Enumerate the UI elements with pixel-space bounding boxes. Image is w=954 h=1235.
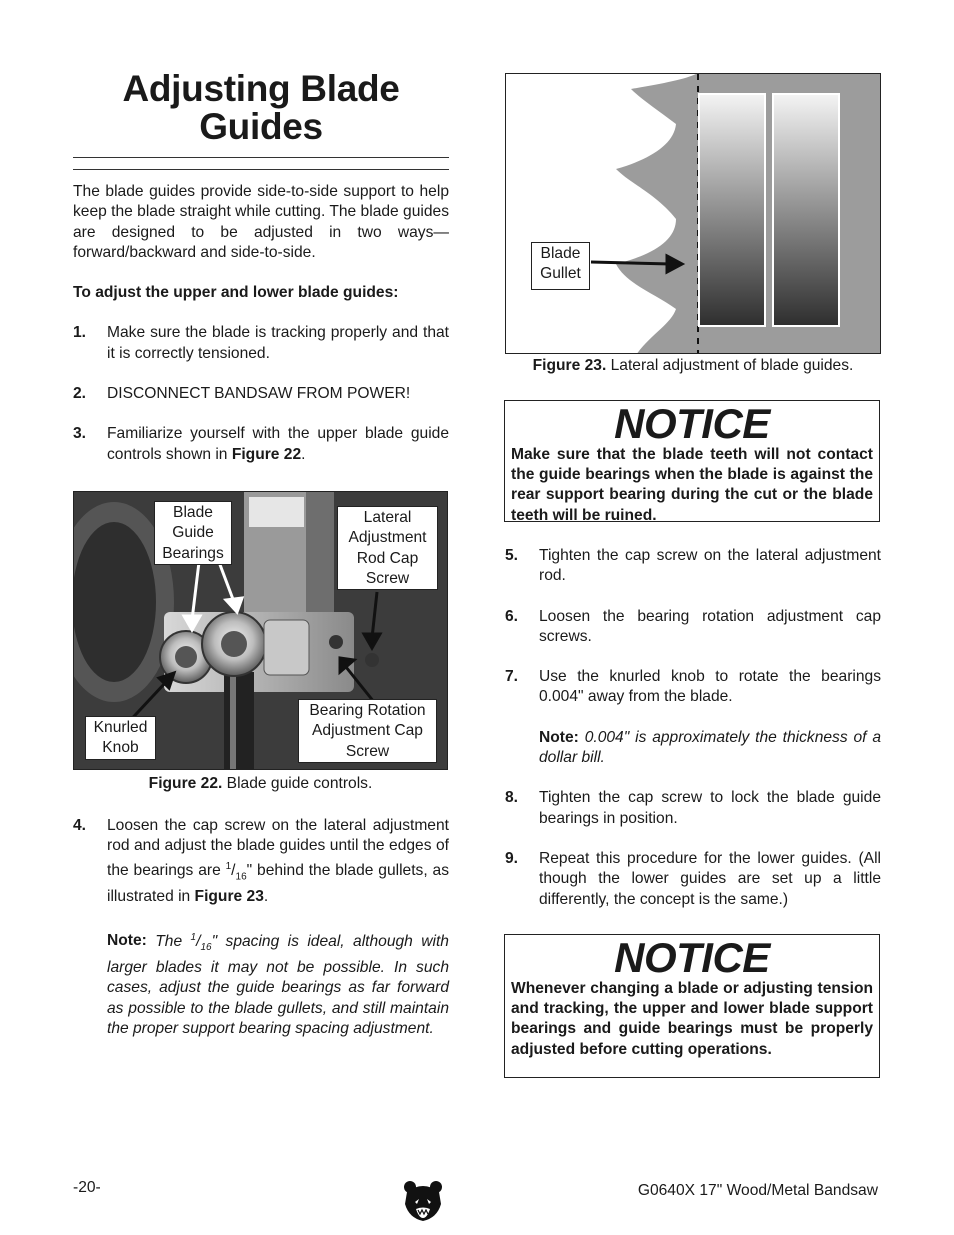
notice-2-body: Whenever changing a blade or adjusting tension and tracking, the upper and lower blade support bearings and guide bearings must be properly adjusted before cutting operations. [511, 980, 873, 1058]
step-8: 8. Tighten the cap screw to lock the blade guide bearings in position. [505, 789, 881, 827]
page-number: -20- [73, 1179, 101, 1196]
intro-paragraph: The blade guides provide side-to-side support to help keep the blade straight while cutting. The blade guides are designed to be adjusted in two ways—forward/backward and side-to-side. [73, 183, 449, 261]
notice-2-heading: NOTICE [614, 934, 770, 981]
left-column-lower [73, 816, 449, 1039]
label-bearing-rotation-screw: Bearing Rotation Adjustment Cap Screw [298, 699, 437, 763]
step-5: 5. Tighten the cap screw on the lateral adjustment rod. [505, 547, 881, 585]
step-4: 4. Loosen the cap screw on the lateral adjustment rod and adjust the blade guides until the edges of the bearings are $^1/_{16}$" behind the blade gullets, as illustrated in Figure 23. [73, 817, 450, 906]
figure-22-photo [73, 491, 448, 770]
figure-22-reference: Figure 22 [231, 445, 302, 463]
step-7-note: Note: 0.004" is approximately the thickness of a dollar bill. [539, 728, 881, 767]
label-lateral-rod-cap-screw: Lateral Adjustment Rod Cap Screw [337, 506, 438, 590]
notice-1-body: Make sure that the blade teeth will not contact the guide bearings when the blade is against the rear support bearing during the cut or the blade teeth will be ruined. [511, 446, 873, 524]
notice-box-2 [504, 934, 880, 1078]
step-1: 1. Make sure the blade is tracking properly and that it is correctly tensioned. [73, 324, 449, 362]
figure-22-caption: Figure 22. Blade guide controls. [148, 775, 373, 792]
procedure-heading: To adjust the upper and lower blade guides: [73, 284, 399, 302]
notice-1-heading: NOTICE [614, 400, 770, 447]
model-name: G0640X 17" Wood/Metal Bandsaw [637, 1182, 878, 1199]
blade-gullet-diagram [506, 74, 881, 354]
figure-23-diagram [505, 73, 881, 354]
label-blade-gullet: Blade Gullet [531, 242, 590, 290]
figure-23-reference: Figure 23 [194, 888, 264, 906]
page-title: Adjusting Blade Guides [122, 68, 400, 147]
step-9: 9. Repeat this procedure for the lower guides. (All though the lower guides are set up a little differently, the concept is the same.) [505, 849, 881, 908]
step-2: 2. DISCONNECT BANDSAW FROM POWER! [73, 385, 411, 403]
step-7: 7. Use the knurled knob to rotate the bearings 0.004" away from the blade. [505, 668, 881, 706]
left-column [73, 60, 449, 465]
step-3: 3. Familiarize yourself with the upper blade guide controls shown in Figure 22. [73, 425, 449, 463]
label-blade-guide-bearings: Blade Guide Bearings [154, 501, 232, 565]
step-4-note: Note: The $^1/_{16}$" spacing is ideal, although with larger blades it may not be possible. In such cases, adjust the guide bearings as far forward as possible to the blade gullets, and still maintain the proper support bearing spacing adjustment. [107, 931, 449, 1037]
label-knurled-knob: Knurled Knob [85, 716, 156, 760]
figure-23-caption: Figure 23. Lateral adjustment of blade guides. [532, 357, 854, 374]
step-6: 6. Loosen the bearing rotation adjustment cap screws. [505, 607, 881, 645]
right-column-steps [505, 546, 881, 910]
notice-box-1 [504, 400, 880, 522]
grizzly-bear-logo-icon [401, 1178, 445, 1222]
